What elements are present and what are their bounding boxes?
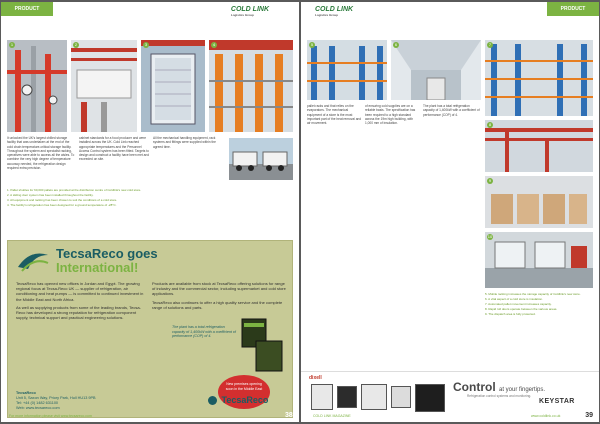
caption: 7. Automated pallet movement increases capacity.	[485, 302, 552, 306]
photo-captions	[485, 292, 595, 317]
dixell-logo: dixell	[309, 375, 322, 381]
logo-subtitle: Logistics Group	[230, 13, 254, 17]
photo-number: 1	[10, 42, 14, 47]
racking-illustration	[209, 40, 293, 132]
headline-prefix: TecsaReco goes	[56, 246, 158, 261]
photo-number: 9	[488, 178, 492, 183]
control-headline-prefix: Control	[453, 380, 496, 394]
keystar-logo: KEYSTAR	[539, 398, 575, 405]
red-pipes-illustration	[485, 120, 593, 172]
section-tab: PRODUCT	[1, 2, 53, 16]
photo-number: 6	[394, 42, 398, 47]
article-column-2	[365, 104, 421, 366]
door-illustration	[141, 40, 205, 132]
section-tab: PRODUCT	[547, 2, 599, 16]
photo-cold-store-door	[141, 40, 205, 132]
tecsareco-logo	[208, 395, 268, 405]
article-column-3	[423, 104, 481, 366]
coldlink-logo	[315, 6, 353, 17]
tecsareco-advert	[7, 240, 293, 418]
advert-headline	[56, 247, 158, 275]
photo-number: 8	[488, 122, 492, 127]
advert-contact	[16, 391, 96, 411]
article-column-3	[153, 136, 223, 184]
article-column-1	[307, 104, 363, 366]
photo-red-pipes	[485, 120, 593, 172]
logo-text: COLD LINK	[230, 6, 269, 13]
contact-line: Unit 5, Saxon Way, Priory Park, Hull HU13 9PB	[16, 396, 96, 400]
photo-number: 7	[488, 42, 492, 47]
article-text: It unlocked the UK's largest chilled storage facility that was undertaken at the end of the cold chain temperature-critical storage facility. Throughout the system and specialist racking, operatives were able to access all the aisles. To combine the very high degree of temperature accuracy needed, the refrigeration design required extra precision.	[7, 136, 75, 171]
logo-subtitle: Logistics Group	[315, 13, 339, 17]
coldlink-logo	[231, 6, 269, 17]
evaporator-illustration	[71, 40, 137, 132]
pallets-illustration	[485, 176, 593, 228]
right-page	[301, 2, 599, 422]
right-footer-magazine: COLD LINK MAGAZINE	[313, 414, 351, 418]
advert-body-right	[152, 281, 286, 310]
page-number-left: 38	[285, 412, 293, 419]
controller-device	[311, 384, 333, 410]
caption: 6. A vital aspect of a cold store is insulation.	[485, 297, 543, 301]
control-advert	[301, 371, 599, 415]
article-column-1	[7, 136, 75, 184]
control-headline	[453, 380, 545, 394]
headline-highlight: International!	[56, 260, 139, 275]
new-premises-badge: New premises opening soon in the Middle East	[218, 375, 270, 409]
photo-tall-racking	[485, 40, 593, 116]
lorries-illustration	[229, 138, 293, 180]
photo-warehouse-aisle	[307, 40, 387, 100]
advert-paragraph: As well as supplying products from some of the leading brands, Tecsa-Reco has developed a strong reputation for refrigeration component supply, technical support and practical engineering solutions.	[16, 304, 141, 321]
caption: 4. The facility's refrigeration has been designed for a ground temperature of -28°C.	[7, 203, 117, 207]
article-text: cabinet standards for a food producer and were installed across the UK. Cold Link reached appropriate temperatures and the Personnel Access Control system has been fitted. Targets to design and construct a facility have been met and exceeded on site.	[79, 136, 149, 162]
photo-lorries	[229, 138, 293, 180]
photo-pipework	[7, 40, 67, 132]
article-text: of ensuring cold supplies are on a reliable basis. The specification has been required to a high standard across the 19m high building, with 1,000 mm of insulation.	[365, 104, 416, 126]
dispatch-illustration	[485, 232, 593, 288]
photo-number: 4	[212, 42, 216, 47]
tecsareco-brand: TecsaReco	[221, 395, 269, 405]
warehouse-illustration	[307, 40, 387, 100]
advert-body-left	[16, 281, 144, 320]
photo-number: 10	[487, 234, 493, 239]
advert-paragraph: Products are available from stock at TecsaReco offering solutions for range of industry and the commercial sector, including supermarket and cold store applications.	[152, 281, 286, 297]
caption: 3. All equipment and racking has been chosen to suit the conditions of a cold store.	[7, 198, 118, 202]
caption: 9. The dispatch area is fully protected.	[485, 312, 536, 316]
product-boxes-image	[240, 315, 284, 375]
control-subline: Refrigeration control systems and monitoring.	[467, 394, 532, 398]
hall-illustration	[391, 40, 481, 100]
caption: 5. Mobile racking increases the storage capacity of Coldlink's new store.	[485, 292, 581, 296]
controller-device	[391, 386, 411, 408]
product-boxes-illustration	[240, 315, 284, 375]
tall-racking-illustration	[485, 40, 593, 116]
photo-racking	[209, 40, 293, 132]
controller-device	[415, 384, 445, 412]
left-footer: For more information please visit www.tecsareco.com	[9, 414, 92, 418]
photo-evaporator	[71, 40, 137, 132]
photo-captions	[7, 188, 227, 208]
photo-number: 2	[74, 42, 78, 47]
caption: 2. A sliding door system has been installed throughout the facility.	[7, 193, 94, 197]
tecsareco-swirl-icon	[16, 247, 50, 273]
right-footer-website: www.coldlink.co.uk	[531, 414, 561, 418]
photo-dispatch-area	[485, 232, 593, 288]
caption: 8. Rapid roll doors operate between the various areas.	[485, 307, 558, 311]
left-page	[1, 2, 299, 422]
article-column-2	[79, 136, 149, 184]
contact-title: TecsaReco	[16, 391, 36, 395]
photo-insulated-hall	[391, 40, 481, 100]
control-headline-suffix: at your fingertips.	[499, 387, 546, 393]
advert-pull-quote: The plant has a total refrigeration capacity of 1,400kW with a coefficient of performance (COP) of 4.	[172, 325, 236, 339]
photo-number: 5	[310, 42, 314, 47]
pipework-illustration	[7, 40, 67, 132]
advert-paragraph: TecsaReco has opened new offices in Jordan and Egypt. The growing regional focus at Tecsa-Reco UK — supplier of refrigeration, air conditioning and heat pumps — is committed to continued investment in the Middle East and North Africa.	[16, 281, 144, 302]
photo-number: 3	[144, 42, 148, 47]
advert-paragraph: TecsaReco also continues to offer a high quality service and the complete range of solutions and parts.	[152, 299, 283, 310]
page-number-right: 39	[585, 412, 593, 419]
contact-line: Web: www.tecsareco.com	[16, 406, 60, 410]
article-text: All the mechanical handling equipment, rack systems and fittings were supplied within the agreed time.	[153, 136, 216, 149]
contact-line: Tel: +44 (0) 1482 631100	[16, 401, 59, 405]
controller-device	[337, 386, 357, 408]
photo-pallets	[485, 176, 593, 228]
article-text: The plant has a total refrigeration capacity of 1,400kW with a coefficient of performance (COP) of 4.	[423, 104, 480, 117]
article-text: pallet racks and that relies on the evaporators. The mechanical equipment of a store is the most important part of the heat removal and air movement.	[307, 104, 362, 126]
caption: 1. Pallet shuttles for 60,000 pallets are provided at the distribution centre of Coldlink's new cold store.	[7, 188, 142, 192]
logo-text: COLD LINK	[315, 6, 354, 13]
controller-device	[361, 384, 387, 410]
tecsareco-logo-mark	[208, 396, 217, 405]
